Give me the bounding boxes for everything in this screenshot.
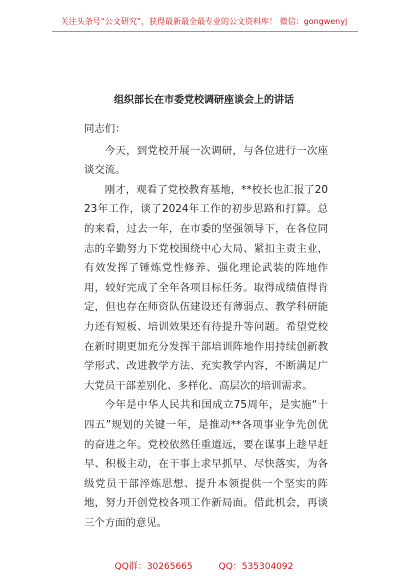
header-divider [52, 31, 358, 32]
footer-qq-group: QQ群：30265665 [114, 562, 193, 572]
footer [0, 561, 408, 573]
document-title: 组织部长在市委党校调研座谈会上的讲话 [114, 95, 294, 106]
paragraph-1: 今天，到党校开展一次调研，与各位进行一次座谈交流。 [84, 144, 328, 177]
footer-qq: QQ：535304092 [218, 562, 294, 572]
document-body [84, 120, 328, 533]
paragraph-3: 今年是中华人民共和国成立75周年，是实施“十四五”规划的关键一年，是推动**各项事业争先创优的奋进之年。党校依然任重道远，要在谋事上趁早赶早、积极主动，在干事上求早抓早、尽快落实，为各级党员干部淬炼思想、提升本领提供一个坚实的阵地，努力开创党校各项工作新局面。借此机会，再谈三个方面的意见。 [84, 399, 328, 529]
salutation: 同志们： [84, 123, 126, 135]
paragraph-2: 刚才，观看了党校教育基地，**校长也汇报了2023年工作，谈了2024年工作的初步思路和打算。总的来看，过去一年，在市委的坚强领导下，在各位同志的辛勤努力下党校围绕中心大局、紧扣主责主业，有效发挥了锤炼党性修养、强化理论武装的阵地作用，较好完成了全年各项目标任务。取得成绩值得肯定，但也存在师资队伍建设还有薄弱点、教学科研能力还有短板、培训效果还有待提升等问题。希望党校在新时期更加充分发挥干部培训阵地作用持续创新教学形式、改进教学方法、充实教学内容，不断满足广大党员干部差别化、多样化、高层次的培训需求。 [84, 183, 328, 392]
header-banner: 关注头条号“公文研究”，获得最新最全最专业的公文资料库！ 微信：gongwenyj [60, 17, 348, 26]
